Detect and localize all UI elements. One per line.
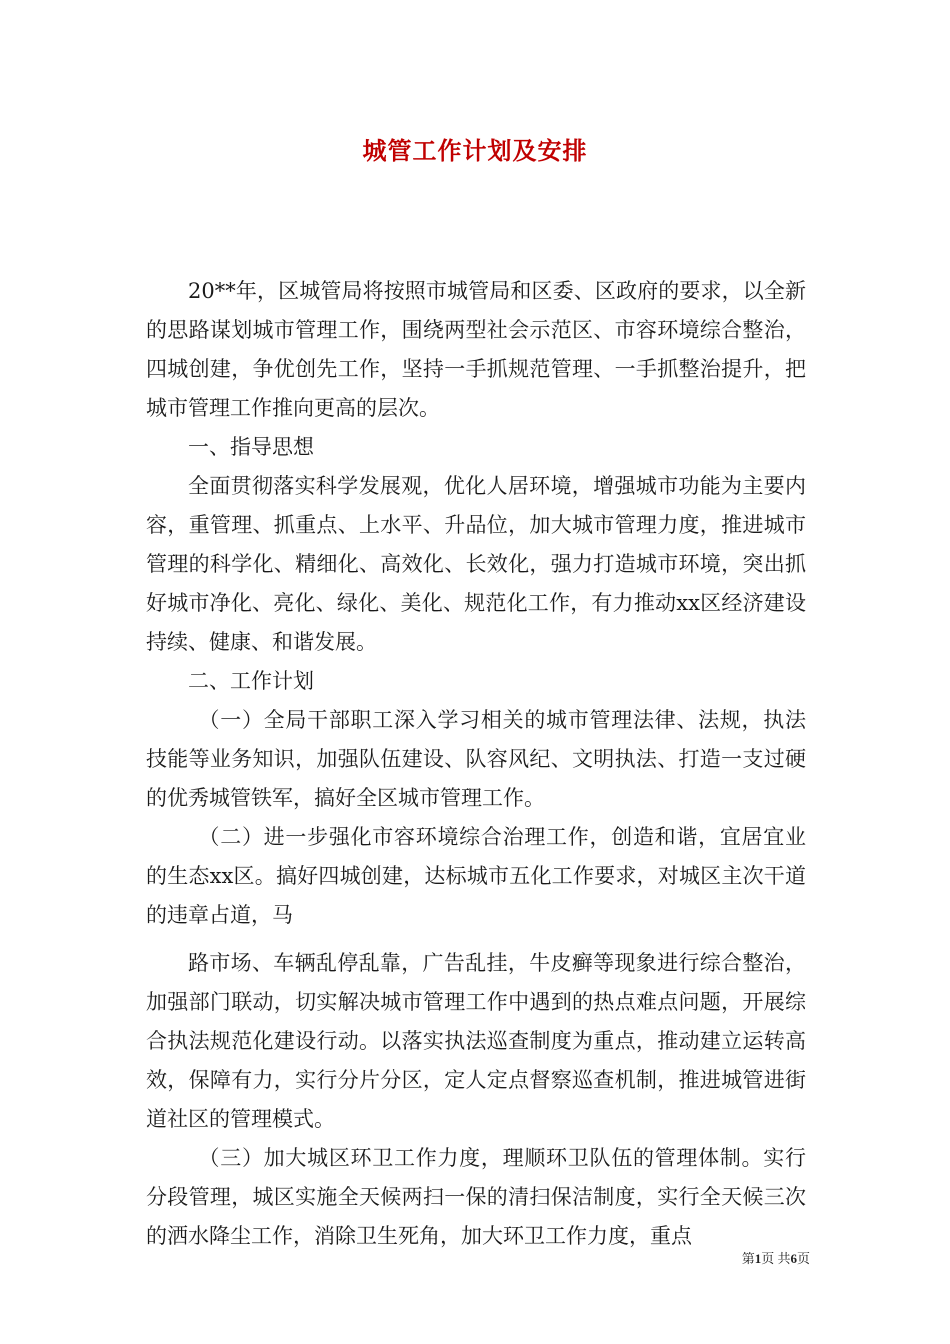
paragraph-plan-1: （一）全局干部职工深入学习相关的城市管理法律、法规，执法技能等业务知识，加强队伍建设、队容风纪、文明执法、打造一支过硬的优秀城管铁军，搞好全区城市管理工作。: [146, 708, 806, 810]
paragraph-plan-2-continued: 路市场、车辆乱停乱靠，广告乱挂，牛皮癣等现象进行综合整治，加强部门联动，切实解决城市管理工作中遇到的热点难点问题，开展综合执法规范化建设行动。以落实执法巡查制度为重点，推动建立运转高效，保障有力，实行分片分区，定人定点督察巡查机制，推进城管进街道社区的管理模式。: [146, 951, 806, 1131]
section-heading-guiding-thought: 一、指导思想: [188, 435, 314, 459]
page-middle: 页 共: [761, 1251, 791, 1266]
paragraph-intro: 20**年，区城管局将按照市城管局和区委、区政府的要求，以全新的思路谋划城市管理工作，围绕两型社会示范区、市容环境综合整治，四城创建，争优创先工作，坚持一手抓规范管理、一手抓整治提升，把城市管理工作推向更高的层次。: [146, 279, 806, 420]
paragraph-guiding-thought: 全面贯彻落实科学发展观，优化人居环境，增强城市功能为主要内容，重管理、抓重点、上水平、升品位，加大城市管理力度，推进城市管理的科学化、精细化、高效化、长效化，强力打造城市环境，突出抓好城市净化、亮化、绿化、美化、规范化工作，有力推动xx区经济建设持续、健康、和谐发展。: [146, 474, 806, 654]
total-pages: 6: [790, 1251, 797, 1266]
document-title: 城管工作计划及安排: [362, 136, 588, 165]
page-prefix: 第: [741, 1251, 755, 1266]
paragraph-plan-3: （三）加大城区环卫工作力度，理顺环卫队伍的管理体制。实行分段管理，城区实施全天候两扫一保的清扫保洁制度，实行全天候三次的洒水降尘工作，消除卫生死角，加大环卫工作力度，重点: [146, 1146, 806, 1248]
current-page: 1: [754, 1251, 762, 1266]
page-suffix: 页: [796, 1251, 810, 1266]
section-heading-work-plan: 二、工作计划: [188, 669, 314, 693]
page-number: [660, 1248, 810, 1267]
paragraph-plan-2: （二）进一步强化市容环境综合治理工作，创造和谐，宜居宜业的生态xx区。搞好四城创建，达标城市五化工作要求，对城区主次干道的违章占道，马: [146, 825, 806, 927]
document-body: [146, 272, 806, 1256]
